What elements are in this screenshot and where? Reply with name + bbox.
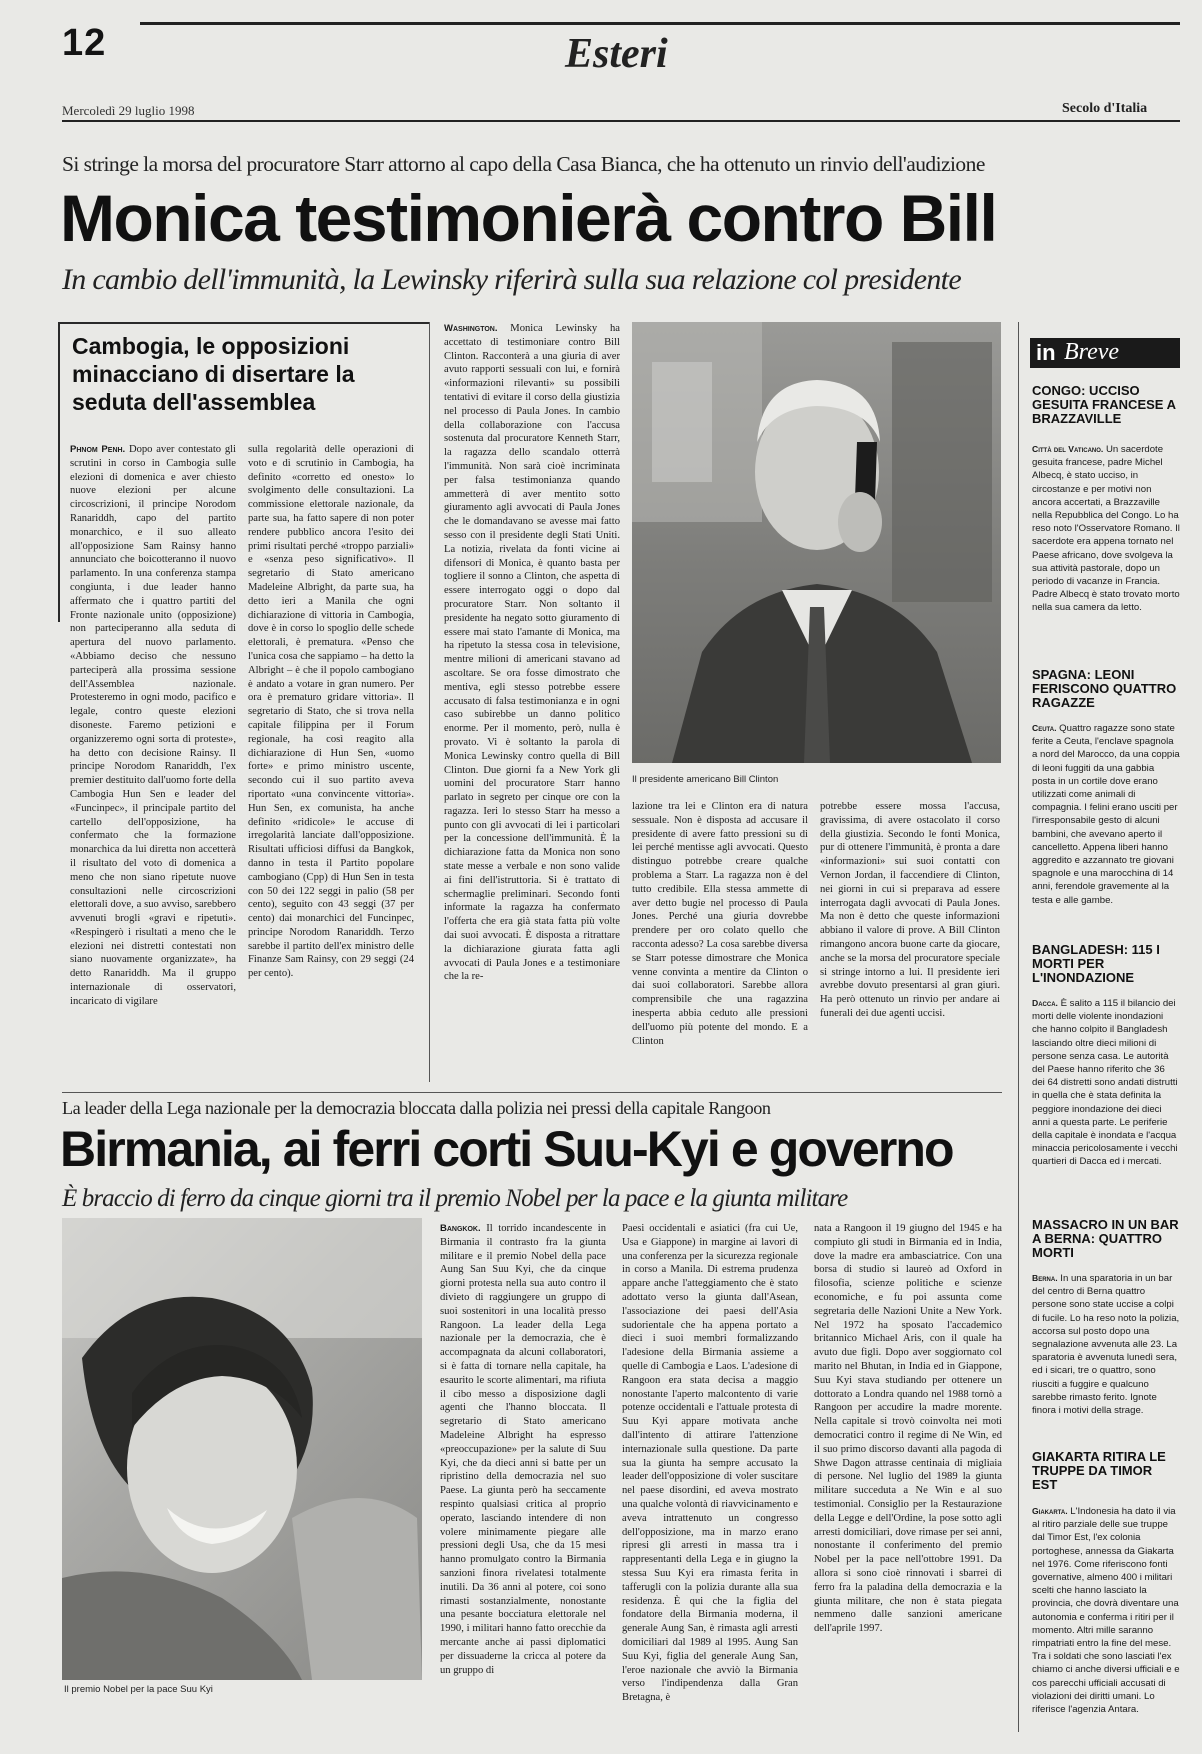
- clinton-kicker: Si stringe la morsa del procuratore Starr attorno al capo della Casa Bianca, che ha ottenuto un rinvio dell'audizione: [62, 152, 985, 176]
- header-rule-top: [140, 22, 1180, 25]
- cambogia-col-1: [70, 443, 236, 1085]
- brief-text-1: [1032, 722, 1180, 932]
- brief-dateline-0: Città del Vaticano.: [1032, 444, 1104, 454]
- birmania-col-2: [622, 1222, 798, 1732]
- clinton-text-1: Monica Lewinsky ha accettato di testimoniare contro Bill Clinton. Racconterà a una giuria di aver avuto rapporti sessuali con lui, e fornirà «informazioni rilevanti» su possibili tentativi di evitare il corso della giustizia nel processo di Paula Jones. In cambio della collaborazione con l'accusa sostenuta dal procuratore Kenneth Starr, la ragazza dello scandalo otterrà l'immunità. Non sarà cioè incriminata per falsa testimonianza quando ammetterà di aver mentito sotto giuramento agli avvocati di Paula Jones che le domandavano se avesse mai fatto sesso con il presidente degli Stati Uniti. La notizia, rivelata da fonti vicine ai difensori di Monica, è quanto basta per togliere il sonno a Clinton, che aspetta di essere interrogato oggi o dopo dal procuratore Starr. Non soltanto il presidente ha negato sotto giuramento di essere mai stato l'amante di Monica, ma ha ripetuto la stessa cosa in televisione, mentre milioni di americani stavano ad ascoltare. Se ora fosse dimostrato che mentiva, egli stesso potrebbe essere accusato di falsa testimonianza e in ogni caso subirebbe un danno politico enorme. Per il momento, però, nulla è provato. Vi è soltanto la parola di Monica Lewinsky contro quella di Bill Clinton. Due giorni fa a New York gli uomini del procuratore Starr hanno parlato in segreto per cinque ore con la ragazza. Ieri lo stesso Starr ha messo a punto con gli avvocati di lei i particolari per la concessione dell'immunità. È la dichiarazione fatta da Monica non sono state messe a verbale e non sono valide ai fini dell'istruttoria. Si è trattato di schermaglie preliminari. Secondo fonti informate la ragazza ha confermato l'offerta che era già stata fatta più volte dai suoi avvocati. È disposta a ritrattare la dichiarazione giurata fatta agli avvocati di Paula Jones e a testimoniare che la re-: [444, 323, 620, 983]
- birmania-col-1: [440, 1222, 606, 1732]
- brief-body-4: L'Indonesia ha dato il via al ritiro parziale delle sue truppe dal Timor Est, l'ex colonia portoghese, annessa da Giakarta nel 1976. Come riferiscono fonti governative, almeno 400 i militari scelti che hanno lasciato la provincia, che dovrà diventare una autonomia e conferma i ritiri per il momento. Altri mille saranno rimpatriati entro la fine del mese. Tra i soldati che sono lasciati l'ex chiamo ci anche diversi ufficiali e e cos parecchi ufficiali accusati di violazioni dei diritti umani. Lo riferisce l'agenzia Antara.: [1032, 1506, 1180, 1716]
- clinton-headline: Monica testimonierà contro Bill: [60, 181, 997, 255]
- birmania-subhead: È braccio di ferro da cinque giorni tra il premio Nobel per la pace e la giunta militare: [62, 1185, 848, 1212]
- clinton-caption: Il presidente americano Bill Clinton: [632, 774, 779, 785]
- clinton-subhead: In cambio dell'immunità, la Lewinsky riferirà sulla sua relazione col presidente: [62, 263, 961, 296]
- inbreve-banner: [1030, 338, 1180, 368]
- clinton-text-2: lazione tra lei e Clinton era di natura sessuale. Non è disposta ad accusare il presidente di avere fatto pressioni su di lei perché mentisse agli avvocati. Questo distinguo potrebbe creare qualche problema a Starr. La ragazza non è del tutto credibile. Ella stessa ammette di aver detto bugie nel processo di Paula Jones. Perché una giuria dovrebbe prendere per oro colato quello che racconta adesso? La cosa sarebbe diversa se Starr potesse dimostrare che Monica venne convinta a mentire da Clinton o dai suoi collaboratori. Sarebbe allora comprensibile che una ragazzina inesperta abbia ceduto alle pressioni dell'uomo più potente del mondo. E a Clinton: [632, 801, 808, 1047]
- brief-dateline-3: Berna.: [1032, 1273, 1058, 1283]
- cambogia-headline: Cambogia, le opposizioni minacciano di disertare la seduta dell'assemblea: [72, 333, 355, 415]
- cambogia-dateline: Phnom Penh.: [70, 444, 126, 455]
- clinton-col-2: [632, 800, 808, 1084]
- brief-text-0: [1032, 443, 1180, 653]
- brief-body-1: Quattro ragazze sono state ferite a Ceuta, l'enclave spagnola a nord del Marocco, da una coppia di leoni fuggiti da una gabbia posta in un cortile dove erano utilizzati come animali di compagnia. I felini erano usciti per l'irresponsabile gesto di alcuni bambini, che avevano aperto il cancelletto. Appena liberi hanno aggredito e azzannato tre giovani spagnole e una marocchina di 14 anni, ferendole gravemente al la testa e alle gambe.: [1032, 723, 1180, 906]
- brief-dateline-1: Ceuta.: [1032, 723, 1057, 733]
- brief-text-4: [1032, 1505, 1180, 1733]
- section-title: [565, 30, 668, 78]
- cambogia-text-1: Dopo aver contestato gli scrutini in corso in Cambogia sulle elezioni di domenica e aver chiesto nuove elezioni per alcune circoscrizioni, il principe Norodom Ranariddh, capo del partito monarchico, e il suo alleato all'opposizione Sam Rainsy hanno annunciato che boicotteranno il nuovo parlamento. In una conferenza stampa congiunta, i due leader hanno affermato che i quattro partiti del Fronte nazionale unito (opposizione) non parteciperanno alla seduta di apertura del nuovo parlamento. «Abbiamo deciso che nessuno parteciperà alla prossima sessione dell'Assemblea nazionale. Protesteremo in ogni modo, pacifico e legale, contro queste elezioni disoneste. Faremo petizioni e organizzeremo ogni sorta di proteste», ha detto con decisione Rainsy. Il principe Norodom Ranariddh, l'ex premier destituito dall'uomo forte della Cambogia Hun Sen e leader del «Funcinpec», il principale partito del cartello dell'opposizione, ha confermato che la formazione monarchica da lui diretta non accetterà il risultato del voto di domenica a meno che non siano ripetute nuove consultazioni nelle circoscrizioni elettorali dove, a suo avviso, sarebbero avvenuti brogli «gravi e ripetuti». «Respingerò i risultati a meno che le elezioni nei distretti contestati non siano nuovamente organizzate», ha detto Ranariddh. Ma il gruppo internazionale di osservatori, incaricato di vigilare: [70, 444, 236, 1007]
- clinton-photo-art: [632, 322, 1001, 763]
- sidebar-rule: [1018, 322, 1019, 1732]
- brief-title-3: MASSACRO IN UN BAR A BERNA: QUATTRO MORTI: [1032, 1217, 1179, 1260]
- brief-title-0: CONGO: UCCISO GESUITA FRANCESE A BRAZZAVILLE: [1032, 383, 1176, 426]
- brief-text-3: [1032, 1272, 1180, 1447]
- birmania-col-3: [814, 1222, 1002, 1732]
- header-rule: [62, 120, 1180, 122]
- birmania-text-3: nata a Rangoon il 19 giugno del 1945 e ha compiuto gli studi in Birmania ed in India, dove la madre era ambasciatrice. Con una borsa di studio si laureò ad Oxford in filosofia, scienze politiche e scienze economiche, e fu poi assunta come segretaria delle Nazioni Unite a New York. Nel 1972 ha sposato l'accademico britannico Michael Aris, con il quale ha avuto due figli. Dopo aver soggiornato col marito nel Bhutan, in India ed in Giappone, Suu Kyi stava studiando per ottenere un dottorato a Londra quando nel 1988 tornò a Rangoon per accudire la madre morente. Nella capitale si trovò coinvolta nei moti democratici contro il regime di Ne Win, ed il suo primo discorso davanti alla pagoda di Shwe Dagon attrasse centinaia di migliaia di persone. Nel luglio del 1989 la giunta militare succeduta a Ne Win e al suo testimonial. Consiglio per la Restaurazione della Legge e dell'Ordine, la pose sotto agli arresti domiciliari, dove rimase per sei anni, nonostante il conferimento del premio Nobel per la pace nell'ottobre 1991. Da allora si sono cioè rinnovati i sbarrei di ferro fra la paladina della democrazia e la giunta militare, che non è stata piegata nemmeno dalle sanzioni americane dell'aprile 1997.: [814, 1223, 1002, 1635]
- section-title-text: Esteri: [565, 31, 668, 77]
- brief-dateline-4: Giakarta.: [1032, 1506, 1068, 1516]
- birmania-text-1: Il torrido incandescente in Birmania il contrasto fra la giunta militare e il premio Nobel della pace Aung San Suu Kyi, che da cinque giorni protesta nella sua auto contro il divieto di raggiungere un gruppo di suoi sostenitori in una località presso Rangoon. La leader della Lega nazionale per la democrazia, che è accompagnata da alcuni collaboratori, si è fatta di tornare nella capitale, ha esaurito le scorte alimentari, ma rifiuta il cibo messo a disposizione dagli agenti che l'hanno bloccata. Il segretario di Stato americano Madeleine Albright ha espresso «preoccupazione» per la salute di Suu Kyi, che da dieci anni si batte per un ripristino della democrazia nel suo Paese. La giunta però ha seccamente respinto qualsiasi critica al proprio operato, lasciando intendere di non volere minimamente piegare alle pressioni degli Usa, che da 15 mesi hanno promulgato contro la Birmania sanzioni finora rivelatesi totalmente inutili. Da 36 anni al potere, coi sono rimasti sostanzialmente, nonostante una pesante bocciatura elettorale nel 1990, i militari hanno fatto orecchie da mercante anche ai passi diplomatici per dissuaderne la cricca al potere da un gruppo di: [440, 1223, 606, 1676]
- suukyi-photo-art: [62, 1218, 422, 1680]
- brief-dateline-2: Dacca.: [1032, 998, 1058, 1008]
- clinton-col-3: [820, 800, 1000, 1084]
- suukyi-caption: Il premio Nobel per la pace Suu Kyi: [64, 1684, 213, 1695]
- brief-body-0: Un sacerdote gesuita francese, padre Michel Albecq, è stato ucciso, in circostanze e per motivi non ancora accertati, a Brazzaville nella Repubblica del Congo. Lo ha reso noto l'Osservatore Romano. Il sacerdote era appena tornato nel Paese africano, dove svolgeva la sua attività pastorale, dopo un periodo di vacanze in Francia. Padre Albecq è stato trovato morto nella sua camera da letto.: [1032, 444, 1180, 614]
- brief-title-1: SPAGNA: LEONI FERISCONO QUATTRO RAGAZZE: [1032, 667, 1177, 710]
- brief-title-2: BANGLADESH: 115 I MORTI PER L'INONDAZIONE: [1032, 942, 1160, 985]
- masthead: Secolo d'Italia: [1062, 101, 1148, 116]
- page-number: 12: [62, 22, 107, 64]
- clinton-dateline: Washington.: [444, 323, 498, 334]
- clinton-text-3: potrebbe essere mossa l'accusa, gravissima, di avere ostacolato il corso della giustizia. Secondo le fonti Monica, pur di ottenere l'immunità, è pronta a dare «informazioni» sui suoi contatti con Vernon Jordan, il faccendiere di Clinton, nei giorni in cui si preparava ad essere interrogata dagli avvocati di Paula Jones. Ma non è detto che queste informazioni abbiano il valore di prove. A Bill Clinton rimangono ancora buone carte da giocare, anche se la morsa del procuratore speciale si stringe intorno a lui. Il presidente ieri avrebbe dovuto presentarsi al gran giurì. Ha però ottenuto un rinvio per andare ai funerali dei due agenti uccisi.: [820, 801, 1000, 1019]
- inbreve-label-breve: Breve: [1064, 339, 1120, 365]
- birmania-kicker: La leader della Lega nazionale per la democrazia bloccata dalla polizia nei pressi della capitale Rangoon: [62, 1098, 771, 1118]
- birmania-text-2: Paesi occidentali e asiatici (fra cui Ue, Usa e Giappone) in margine ai lavori di una conferenza per la sicurezza regionale in corso a Manila. Di estrema prudenza appare anche l'atteggiamento che è stato adottato verso la giunta dall'Asean, l'associazione dei paesi dell'Asia sudorientale che ha appena portato a dieci i suoi membri formalizzando l'adesione della Birmania assieme a quelle di Cambogia e Laos. L'adesione di Rangoon era stata decisa a maggio nonostante l'aperto malcontento di varie potenze occidentali e l'attuale protesta di Suu Kyi appare motivata anche dall'intento di attirare l'attenzione internazionale sulla questione. Da parte sua la giunta ha sempre accusato la leader dell'opposizione di voler suscitare nel paese disordini, ed aveva mostrato una qualche volontà di riavvicinamento e aveva intrattenuto un congresso dell'opposizione, ma in marzo erano ripresi gli arresti in massa tra i rappresentanti della Lega e in giugno la stessa Suu Kyi era rimasta ferita in tafferugli con la polizia durante alla sua residenza. È qui che la figlia del fondatore della Birmania moderna, il generale Aung San, è rimasta agli arresti domiciliari dal 1989 al 1995. Aung San Suu Kyi, figlia del generale Aung San, l'eroe nazionale che avviò la Birmania verso l'indipendenza dalla Gran Bretagna, è: [622, 1223, 798, 1704]
- suukyi-photo: [62, 1218, 422, 1680]
- clinton-col-1: [444, 322, 620, 1084]
- cambogia-text-2: sulla regolarità delle operazioni di voto e di scrutinio in Cambogia, ha definito «corretto ed onesto» lo svolgimento delle consultazioni. La commissione elettorale nazionale, da parte sua, ha fatto sapere di non poter rendere pubblico ancora l'esito dei primi risultati perché «troppo parziali» e «senza peso significativo». Il segretario di Stato americano Madeleine Albright, da parte sua, ha detto ieri a Manila che ogni dichiarazione di vittoria in Cambogia, dove è in corso lo spoglio delle schede elettorali, è prematura. «Penso che l'unica cosa che sappiamo – ha detto la Albright – è che il popolo cambogiano è andato a votare in gran numero. Per ora è prematuro gridare vittoria». Il segretario di Stato, che si trova nella capitale filippina per il Forum regionale, ha così reagito alla dichiarazione di Hun Sen, «uomo forte» e primo ministro uscente, secondo cui il suo partito aveva riportato «una convincente vittoria». Hun Sen, ex comunista, ha anche definito «ridicole» le accuse di irregolarità lanciate dall'opposizione. Risultati ufficiosi diffusi da Bangkok, danno in testa il Partito popolare cambogiano (Cpp) di Hun Sen in testa con 50 dei 122 seggi in palio (58 per cento), seguito con 43 seggi (37 per cento) dai monarchici del Funcinpec, principe Norodom Ranariddh. Terzo sarebbe il partito dell'ex ministro delle Finanze Sam Rainsy, con 29 seggi (24 per cento).: [248, 444, 414, 980]
- inbreve-label-in: in: [1036, 340, 1056, 365]
- birmania-dateline: Bangkok.: [440, 1223, 481, 1234]
- birmania-rule: [62, 1092, 1002, 1093]
- brief-text-2: [1032, 997, 1180, 1207]
- brief-body-3: In una sparatoria in un bar del centro di Berna quattro persone sono state uccise a colpi di fucile. Lo ha reso noto la polizia, accorsa sul posto dopo una segnalazione avvenuta alle 23. La sparatoria è avvenuta lunedì sera, ed i sicari, tre o quattro, sono riusciti a fuggire e qualcuno sarebbe rimasto ferito. Ignote finora i motivi della strage.: [1032, 1273, 1180, 1417]
- clinton-photo: [632, 322, 1001, 763]
- brief-title-4: GIAKARTA RITIRA LE TRUPPE DA TIMOR EST: [1032, 1449, 1166, 1492]
- header-date: Mercoledì 29 luglio 1998: [62, 103, 195, 118]
- birmania-headline: Birmania, ai ferri corti Suu-Kyi e governo: [60, 1121, 953, 1177]
- column-rule-1: [429, 322, 430, 1082]
- cambogia-col-2: [248, 443, 414, 1085]
- brief-body-2: È salito a 115 il bilancio dei morti delle violente inondazioni che hanno colpito il Bangladesh lasciando oltre dieci milioni di persone senza casa. Le autorità del Paese hanno riferito che 36 dei 64 distretti sono andati distrutti in quella che è stata definita la peggiore inondazione dei dieci anni a questa parte. Le periferie della capitale è inondata e l'acqua minaccia pericolosamente i vecchi quartieri di Dacca ed i mercati.: [1032, 998, 1178, 1168]
